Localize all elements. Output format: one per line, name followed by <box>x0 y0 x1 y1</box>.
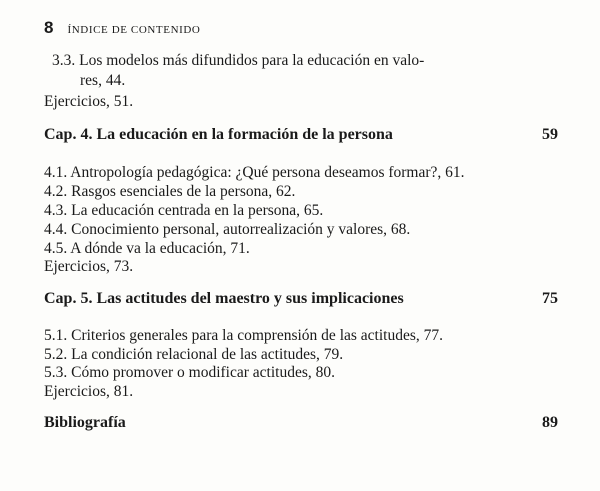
toc-entry-4-1: 4.1. Antropología pedagógica: ¿Qué persona deseamos formar?, 61. <box>44 164 465 181</box>
toc-entry-5-1: 5.1. Criterios generales para la comprensión de las actitudes, 77. <box>44 327 443 344</box>
chapter-4-page: 59 <box>542 126 558 143</box>
toc-entry-4-5: 4.5. A dónde va la educación, 71. <box>44 240 250 257</box>
chapter-5-heading <box>44 290 558 308</box>
page-number: 8 <box>44 18 54 37</box>
toc-exercises-ch4: Ejercicios, 73. <box>44 258 134 275</box>
chapter-5-title: Cap. 5. Las actitudes del maestro y sus implicaciones <box>44 290 404 307</box>
bibliography-heading <box>44 414 558 432</box>
toc-entry-4-2: 4.2. Rasgos esenciales de la persona, 62. <box>44 183 296 200</box>
toc-entry-5-2: 5.2. La condición relacional de las actitudes, 79. <box>44 346 344 363</box>
chapter-4-heading <box>44 126 558 144</box>
toc-entry-3-3: 3.3. Los modelos más difundidos para la educación en valo- <box>52 52 425 69</box>
running-head-title: ÍNDICE DE CONTENIDO <box>67 24 201 36</box>
running-head <box>44 18 200 40</box>
toc-exercises-ch3: Ejercicios, 51. <box>44 93 134 110</box>
toc-exercises-ch5: Ejercicios, 81. <box>44 383 134 400</box>
bibliography-title: Bibliografía <box>44 414 126 431</box>
toc-entry-5-3: 5.3. Cómo promover o modificar actitudes, 80. <box>44 364 335 381</box>
bibliography-page: 89 <box>542 414 558 431</box>
chapter-4-title: Cap. 4. La educación en la formación de la persona <box>44 126 393 143</box>
chapter-5-page: 75 <box>542 290 558 307</box>
toc-entry-4-4: 4.4. Conocimiento personal, autorrealización y valores, 68. <box>44 221 411 238</box>
toc-entry-4-3: 4.3. La educación centrada en la persona, 65. <box>44 202 324 219</box>
toc-entry-3-3-continued: res, 44. <box>80 72 126 89</box>
